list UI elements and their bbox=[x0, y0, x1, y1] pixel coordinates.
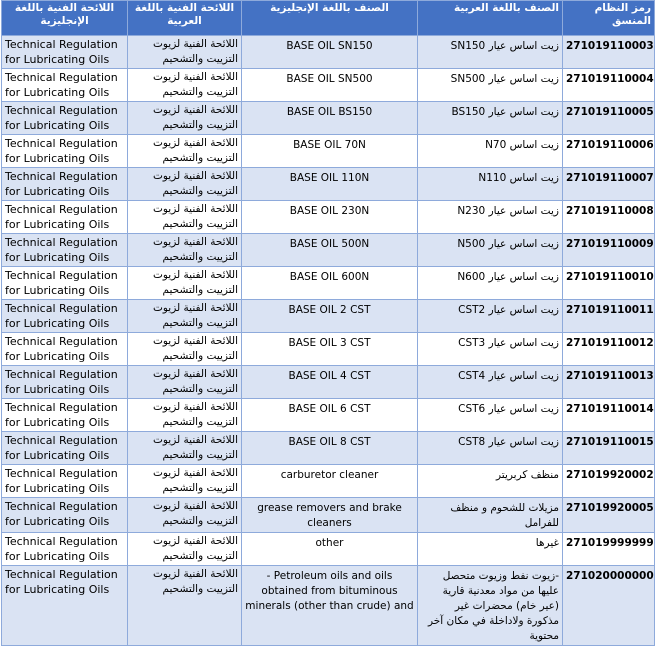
arabic-name-cell: زيت اساس عيار CST4 bbox=[418, 366, 563, 399]
arabic-name-cell: زيت اساس عيار N500 bbox=[418, 234, 563, 267]
hs-code-cell: 271019110009 bbox=[563, 234, 655, 267]
hs-code-cell: 271019110007 bbox=[563, 168, 655, 201]
english-name-cell: carburetor cleaner bbox=[242, 465, 418, 498]
arabic-name-cell: منظف كربريتر bbox=[418, 465, 563, 498]
english-name-cell: other bbox=[242, 533, 418, 566]
english-name-cell: BASE OIL BS150 bbox=[242, 102, 418, 135]
table-row bbox=[2, 102, 655, 135]
hs-code-cell: 271019110011 bbox=[563, 300, 655, 333]
arabic-regulation-cell: اللائحة الفنية لزيوت التزييت والتشحيم bbox=[128, 399, 242, 432]
english-regulation-cell: Technical Regulation for Lubricating Oils bbox=[2, 333, 128, 366]
english-name-cell: BASE OIL 6 CST bbox=[242, 399, 418, 432]
hs-code-cell: 271019110015 bbox=[563, 432, 655, 465]
arabic-regulation-cell: اللائحة الفنية لزيوت التزييت والتشحيم bbox=[128, 69, 242, 102]
table-row bbox=[2, 234, 655, 267]
arabic-name-cell: زيت اساس N110 bbox=[418, 168, 563, 201]
table-row bbox=[2, 465, 655, 498]
english-regulation-cell: Technical Regulation for Lubricating Oils bbox=[2, 566, 128, 646]
arabic-name-cell: زيت اساس عيار CST8 bbox=[418, 432, 563, 465]
english-name-cell: BASE OIL 230N bbox=[242, 201, 418, 234]
arabic-name-cell: زيت اساس عيار CST3 bbox=[418, 333, 563, 366]
english-name-cell: BASE OIL SN150 bbox=[242, 36, 418, 69]
hs-code-cell: 271019920005 bbox=[563, 498, 655, 533]
hs-code-cell: 271019110005 bbox=[563, 102, 655, 135]
english-regulation-cell: Technical Regulation for Lubricating Oils bbox=[2, 300, 128, 333]
english-regulation-cell: Technical Regulation for Lubricating Oils bbox=[2, 432, 128, 465]
table-row bbox=[2, 69, 655, 102]
english-regulation-cell: Technical Regulation for Lubricating Oils bbox=[2, 498, 128, 533]
table-row bbox=[2, 498, 655, 533]
hs-code-cell: 271019110010 bbox=[563, 267, 655, 300]
arabic-name-cell: زيت اساس عيار SN500 bbox=[418, 69, 563, 102]
arabic-name-cell: زيت اساس عيار CST2 bbox=[418, 300, 563, 333]
english-name-cell: BASE OIL 500N bbox=[242, 234, 418, 267]
english-name-cell: BASE OIL 8 CST bbox=[242, 432, 418, 465]
table-row bbox=[2, 333, 655, 366]
english-name-cell: BASE OIL 70N bbox=[242, 135, 418, 168]
arabic-regulation-cell: اللائحة الفنية لزيوت التزييت والتشحيم bbox=[128, 267, 242, 300]
arabic-regulation-cell: اللائحة الفنية لزيوت التزييت والتشحيم bbox=[128, 300, 242, 333]
english-regulation-cell: Technical Regulation for Lubricating Oils bbox=[2, 201, 128, 234]
table-row bbox=[2, 432, 655, 465]
header-arabic-name: الصنف باللغة العربية bbox=[418, 1, 563, 36]
hs-code-cell: 271019110003 bbox=[563, 36, 655, 69]
hs-code-cell: 271019999999 bbox=[563, 533, 655, 566]
english-regulation-cell: Technical Regulation for Lubricating Oils bbox=[2, 168, 128, 201]
arabic-name-cell: -زيوت نفط وزيوت متحصل عليها من مواد معدنية قارية (عير خام) محضرات غير مذكورة ولاداخلة في مكان آخر محتوية bbox=[418, 566, 563, 646]
english-regulation-cell: Technical Regulation for Lubricating Oils bbox=[2, 533, 128, 566]
english-name-cell: BASE OIL 2 CST bbox=[242, 300, 418, 333]
english-name-cell: BASE OIL 600N bbox=[242, 267, 418, 300]
arabic-name-cell: زيت اساس عيار N600 bbox=[418, 267, 563, 300]
arabic-name-cell: زيت اساس عيار SN150 bbox=[418, 36, 563, 69]
english-name-cell: BASE OIL 4 CST bbox=[242, 366, 418, 399]
table-row bbox=[2, 566, 655, 646]
regulation-table bbox=[1, 0, 655, 646]
header-arabic-regulation: اللائحة الفنية باللغة العربية bbox=[128, 1, 242, 36]
arabic-regulation-cell: اللائحة الفنية لزيوت التزييت والتشحيم bbox=[128, 36, 242, 69]
table-row bbox=[2, 36, 655, 69]
english-regulation-cell: Technical Regulation for Lubricating Oils bbox=[2, 36, 128, 69]
header-row bbox=[2, 1, 655, 36]
english-regulation-cell: Technical Regulation for Lubricating Oils bbox=[2, 399, 128, 432]
arabic-regulation-cell: اللائحة الفنية لزيوت التزييت والتشحيم bbox=[128, 465, 242, 498]
hs-code-cell: 271019110006 bbox=[563, 135, 655, 168]
arabic-name-cell: زيت اساس N70 bbox=[418, 135, 563, 168]
arabic-regulation-cell: اللائحة الفنية لزيوت التزييت والتشحيم bbox=[128, 498, 242, 533]
arabic-regulation-cell: اللائحة الفنية لزيوت التزييت والتشحيم bbox=[128, 168, 242, 201]
header-hs-code: رمز النظام المنسق bbox=[563, 1, 655, 36]
table-row bbox=[2, 168, 655, 201]
english-regulation-cell: Technical Regulation for Lubricating Oils bbox=[2, 465, 128, 498]
hs-code-cell: 271019110014 bbox=[563, 399, 655, 432]
arabic-regulation-cell: اللائحة الفنية لزيوت التزييت والتشحيم bbox=[128, 234, 242, 267]
table-row bbox=[2, 533, 655, 566]
header-english-regulation: اللائحة الفنية باللغة الإنجليزية bbox=[2, 1, 128, 36]
arabic-name-cell: مزيلات للشحوم و منظف للفرامل bbox=[418, 498, 563, 533]
english-name-cell: BASE OIL 110N bbox=[242, 168, 418, 201]
english-regulation-cell: Technical Regulation for Lubricating Oils bbox=[2, 234, 128, 267]
hs-code-cell: 271019110008 bbox=[563, 201, 655, 234]
arabic-regulation-cell: اللائحة الفنية لزيوت التزييت والتشحيم bbox=[128, 201, 242, 234]
english-regulation-cell: Technical Regulation for Lubricating Oils bbox=[2, 135, 128, 168]
hs-code-cell: 271019920002 bbox=[563, 465, 655, 498]
table-row bbox=[2, 267, 655, 300]
arabic-regulation-cell: اللائحة الفنية لزيوت التزييت والتشحيم bbox=[128, 533, 242, 566]
arabic-regulation-cell: اللائحة الفنية لزيوت التزييت والتشحيم bbox=[128, 566, 242, 646]
table-row bbox=[2, 135, 655, 168]
header-english-name: الصنف باللغة الإنجليزية bbox=[242, 1, 418, 36]
hs-code-cell: 271019110013 bbox=[563, 366, 655, 399]
hs-code-cell: 271019110012 bbox=[563, 333, 655, 366]
english-regulation-cell: Technical Regulation for Lubricating Oils bbox=[2, 69, 128, 102]
arabic-regulation-cell: اللائحة الفنية لزيوت التزييت والتشحيم bbox=[128, 102, 242, 135]
english-name-cell: BASE OIL SN500 bbox=[242, 69, 418, 102]
hs-code-cell: 271020000000 bbox=[563, 566, 655, 646]
arabic-name-cell: زيت اساس عيار CST6 bbox=[418, 399, 563, 432]
english-name-cell: BASE OIL 3 CST bbox=[242, 333, 418, 366]
arabic-name-cell: زيت اساس عيار N230 bbox=[418, 201, 563, 234]
english-regulation-cell: Technical Regulation for Lubricating Oils bbox=[2, 267, 128, 300]
arabic-regulation-cell: اللائحة الفنية لزيوت التزييت والتشحيم bbox=[128, 135, 242, 168]
arabic-name-cell: غيرها bbox=[418, 533, 563, 566]
english-name-cell: grease removers and brake cleaners bbox=[242, 498, 418, 533]
arabic-regulation-cell: اللائحة الفنية لزيوت التزييت والتشحيم bbox=[128, 333, 242, 366]
arabic-regulation-cell: اللائحة الفنية لزيوت التزييت والتشحيم bbox=[128, 366, 242, 399]
english-regulation-cell: Technical Regulation for Lubricating Oils bbox=[2, 366, 128, 399]
arabic-name-cell: زيت اساس عيار BS150 bbox=[418, 102, 563, 135]
hs-code-cell: 271019110004 bbox=[563, 69, 655, 102]
table-row bbox=[2, 201, 655, 234]
arabic-regulation-cell: اللائحة الفنية لزيوت التزييت والتشحيم bbox=[128, 432, 242, 465]
english-name-cell: - Petroleum oils and oils obtained from bituminous minerals (other than crude) and bbox=[242, 566, 418, 646]
table-row bbox=[2, 366, 655, 399]
table-row bbox=[2, 300, 655, 333]
table-row bbox=[2, 399, 655, 432]
english-regulation-cell: Technical Regulation for Lubricating Oils bbox=[2, 102, 128, 135]
